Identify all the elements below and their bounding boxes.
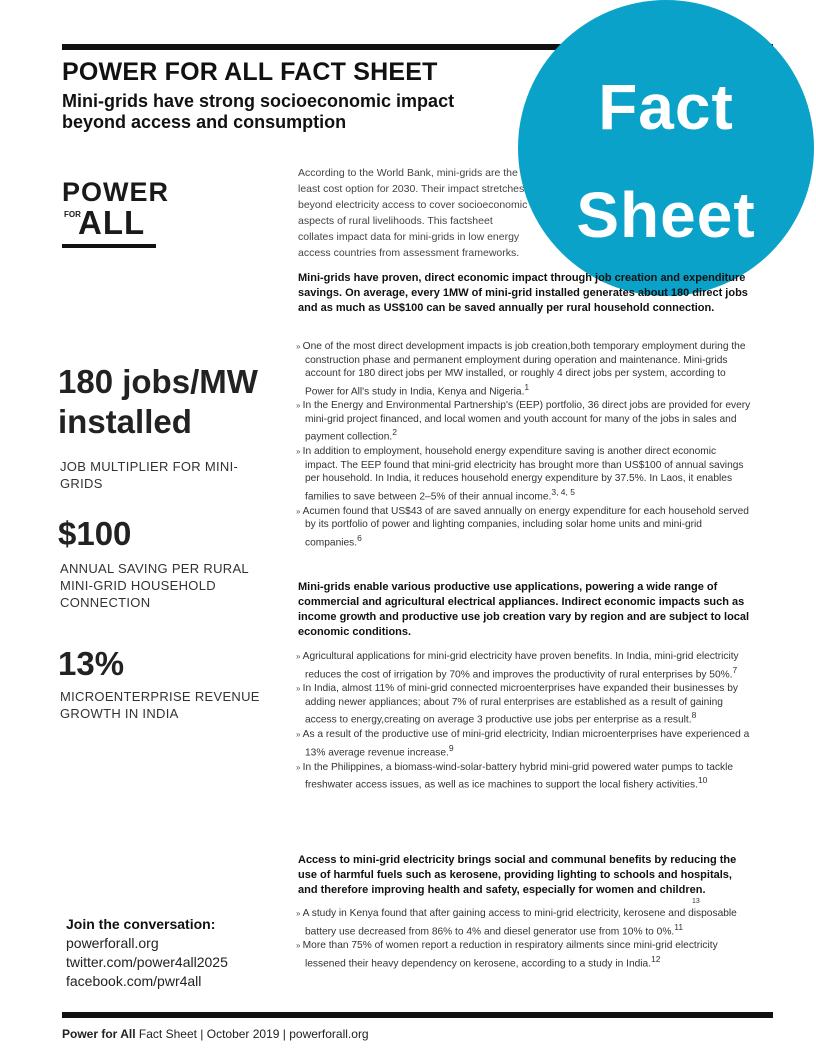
list-item: » In the Philippines, a biomass-wind-solar-battery hybrid mini-grid powered water pumps to tackle freshwater access issues, as well as ice machines to support the local fishery activities.$^{10}$ bbox=[296, 761, 734, 791]
page-title: POWER FOR ALL FACT SHEET bbox=[62, 58, 438, 86]
section-2-bullets bbox=[296, 650, 751, 793]
badge-line-2: Sheet bbox=[576, 179, 756, 251]
footer-brand: Power for All bbox=[62, 1027, 136, 1041]
footer-meta: Fact Sheet | October 2019 | powerforall.org bbox=[138, 1027, 369, 1041]
list-item: » One of the most direct development impacts is job creation,both temporary employment during the construction phase and permanent employment during operation and maintenance. Mini-grids account for 180 direct jobs per MW installed, or roughly 4 direct jobs per system, according to Power for All's study in India, Kenya and Nigeria.$^1$ bbox=[296, 341, 746, 397]
page-subtitle: Mini-grids have strong socioeconomic impact beyond access and consumption bbox=[62, 91, 455, 132]
section-3-heading: Access to mini-grid electricity brings social and communal benefits by reducing the use of harmful fuels such as kerosene, providing lighting to schools and hospitals, and therefore improving health and safety, especially for women and children. bbox=[298, 854, 737, 896]
intro-paragraph: According to the World Bank, mini-grids are the least cost option for 2030. Their impact stretches beyond electricity access to cover socioeconomic aspects of rural livelihoods. This factsheet collates impact data for mini-grids in low energy access countries from assessment frameworks. bbox=[298, 167, 528, 259]
logo-word-for: FOR bbox=[64, 210, 81, 219]
join-conversation bbox=[66, 914, 266, 991]
stat-saving-value: $100 bbox=[58, 515, 132, 552]
join-title: Join the conversation: bbox=[66, 916, 216, 932]
stat-jobs-caption: JOB MULTIPLIER FOR MINI-GRIDS bbox=[60, 459, 239, 491]
list-item: » In the Energy and Environmental Partnership's (EEP) portfolio, 36 direct jobs are provided for every mini-grid project financed, and local women and youth account for many of the jobs in sales and payment collection.$^2$ bbox=[296, 400, 751, 443]
section-2-heading: Mini-grids enable various productive use applications, powering a wide range of commercial and agricultural electrical appliances. Indirect economic impacts such as income growth and productive use job creation vary by region and are subject to local economic conditions. bbox=[298, 581, 750, 638]
stray-footnote-ref: 13 bbox=[692, 898, 700, 905]
list-item: » As a result of the productive use of mini-grid electricity, Indian microenterprises have experienced a 13% average revenue increase.$^9$ bbox=[296, 729, 750, 759]
list-item: » A study in Kenya found that after gaining access to mini-grid electricity, kerosene and disposable battery use decreased from 86% to 4% and diesel generator use from 10% to 0%.$^{11}$ bbox=[296, 908, 737, 937]
list-item: » In India, almost 11% of mini-grid connected microenterprises have expanded their businesses by adding newer appliances; about 7% of rural enterprises are established as a result of gaining access to energy,creating on average 3 productive use jobs per enterprise as a result.$^8$ bbox=[296, 683, 738, 726]
stat-revenue-caption: MICROENTERPRISE REVENUE GROWTH IN INDIA bbox=[60, 689, 260, 721]
stat-revenue-value: 13% bbox=[58, 645, 125, 682]
logo-word-power: POWER bbox=[62, 177, 170, 207]
bottom-rule bbox=[62, 1012, 773, 1018]
stat-saving-caption: ANNUAL SAVING PER RURAL MINI-GRID HOUSEHOLD CONNECTION bbox=[60, 561, 249, 610]
link-website[interactable]: powerforall.org bbox=[66, 935, 159, 951]
list-item: » Agricultural applications for mini-grid electricity have proven benefits. In India, mini-grid electricity reduces the cost of irrigation by 70% and improves the productivity of rural enterprises by 50%.$^7$ bbox=[296, 651, 739, 680]
logo-underline bbox=[62, 244, 156, 248]
stat-jobs-value: 180 jobs/MW installed bbox=[58, 363, 258, 440]
power-for-all-logo bbox=[62, 177, 170, 250]
link-twitter[interactable]: twitter.com/power4all2025 bbox=[66, 954, 228, 970]
link-facebook[interactable]: facebook.com/pwr4all bbox=[66, 973, 202, 989]
section-1-heading: Mini-grids have proven, direct economic impact through job creation and expenditure savings. On average, every 1MW of mini-grid installed generates about 180 direct jobs and as much as US$100 can be saved annually per rural household connection. bbox=[298, 272, 748, 314]
badge-line-1: Fact bbox=[598, 71, 734, 143]
fact-sheet-badge bbox=[518, 0, 814, 296]
section-3-bullets bbox=[296, 907, 751, 972]
section-1-bullets bbox=[296, 340, 751, 551]
list-item: » In addition to employment, household energy expenditure saving is another direct economic impact. The EEP found that mini-grid electricity has brought more than US$100 of annual savings per household. In India, it reduces household energy expenditure by 37.5%. In Laos, it enables families to save between 2–5% of their annual income.$^{3, 4, 5}$ bbox=[296, 446, 744, 503]
list-item: » Acumen found that US$43 of are saved annually on energy expenditure for each household served by its portfolio of power and lighting companies, including solar home units and mini-grid companies.$^6$ bbox=[296, 505, 749, 549]
logo-word-all: ALL bbox=[78, 204, 146, 241]
list-item: » More than 75% of women report a reduction in respiratory ailments since mini-grid electricity lessened their heavy dependency on kerosene, according to a study in India.$^{12}$ bbox=[296, 940, 718, 970]
page-footer bbox=[62, 1027, 369, 1041]
